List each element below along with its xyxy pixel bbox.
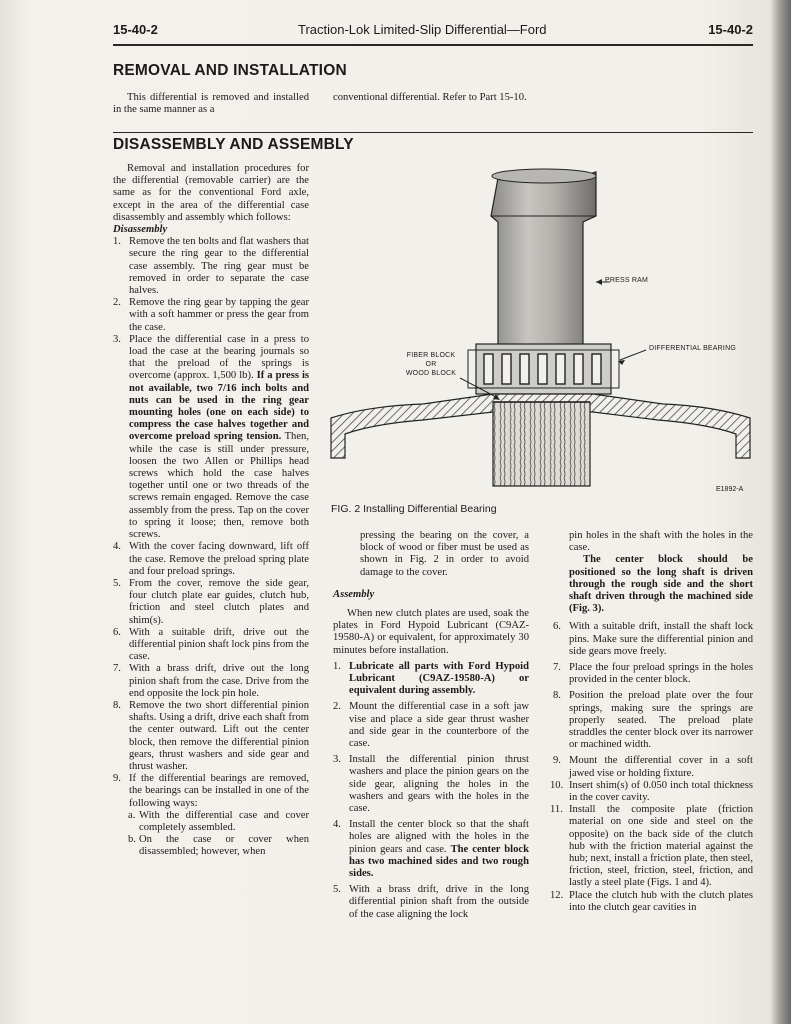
differential-bearing — [468, 344, 619, 394]
step-9-b: b. On the case or cover when disassembled; however, when — [128, 834, 309, 858]
center-block-note: The center block should be positioned so the long shaft is driven through the rough side and the short shaft driven through the machined side (Fig. 3). — [569, 554, 753, 615]
step-7: 7. With a brass drift, drive out the long pinion shaft from the case. Drive from the end opposite the lock pin hole. — [113, 663, 309, 699]
step-9: 9. If the differential bearings are removed, the bearings can be installed in one of the following ways: — [113, 773, 309, 809]
assembly-step-1: 1. Lubricate all parts with Ford Hypoid Lubricant (C9AZ-19580-A) or equivalent during assembly. — [333, 660, 529, 697]
running-header — [113, 20, 753, 44]
assembly-step-2: 2. Mount the differential case in a soft jaw vise and place a side gear thrust washer and side gear in the counterbore of the case. — [333, 701, 529, 750]
step-5: 5. From the cover, remove the side gear, four clutch plate ear guides, clutch hub, friction and steel clutch plates and shim(s). — [113, 577, 309, 626]
differential-bearing-illustration — [328, 166, 754, 496]
assembly-step-11: 11. Install the composite plate (friction material on one side and steel on the opposite) on the back side of the clutch hub with the friction material against the hub; next, install a friction plate, then steel, friction, steel, friction, steel, friction, and lastly a steel plate (Figs. 1 and 4). — [550, 804, 753, 889]
removal-text-right: conventional differential. Refer to Part 15-10. — [333, 92, 527, 103]
section-rule — [113, 132, 753, 133]
step-6: 6. With a suitable drift, drive out the differential pinion shaft lock pins from the case. — [113, 626, 309, 663]
step-4: 4. With the cover facing downward, lift off the case. Remove the preload spring plate and four preload springs. — [113, 541, 309, 577]
assembly-step-3: 3. Install the differential pinion thrust washers and place the pinion gears on the side gear, aligning the holes in the washers and gears with the holes in the case. — [333, 754, 529, 815]
press-ram-label: PRESS RAM — [605, 277, 649, 284]
right-continued: pin holes in the shaft with the holes in the case. — [569, 530, 753, 554]
disassembly-heading: DISASSEMBLY AND ASSEMBLY — [113, 136, 354, 153]
intro-paragraph: Removal and installation procedures for the differential (removable carrier) are the same as for the conventional Ford axle, except in the area of the differential case disassembly and assembly which follows: — [113, 163, 309, 223]
press-ram — [491, 172, 596, 346]
removal-heading: REMOVAL AND INSTALLATION — [113, 62, 347, 79]
assembly-step-6: 6. With a suitable drift, install the shaft lock pins. Make sure the differential pinion and side gears move freely. — [553, 621, 753, 657]
step-9-a: a. With the differential case and cover completely assembled. — [128, 809, 309, 833]
continued-text: pressing the bearing on the cover, a block of wood or fiber must be used as shown in Fig. 2 in order to avoid damage to the cover. — [360, 530, 529, 578]
step-8: 8. Remove the two short differential pinion shafts. Using a drift, drive each shaft from the center outward. Lift out the center block, then remove the differential pinion gears, thrust washers and side gear and thrust washer. — [113, 699, 309, 772]
assembly-subheading: Assembly — [333, 588, 375, 600]
assembly-step-5: 5. With a brass drift, drive in the long differential pinion shaft from the outside of the case aligning the lock — [333, 884, 529, 920]
figure-id: E1892-A — [716, 486, 744, 493]
right-column — [550, 530, 753, 914]
header-title: Traction-Lok Limited-Slip Differential—Ford — [298, 22, 547, 37]
assembly-step-4: 4. Install the center block so that the shaft holes are aligned with the holes in the pinion gears and case. The center block has two machined sides and two rough sides. — [333, 819, 530, 880]
wood-block — [493, 402, 590, 486]
disassembly-subheading: Disassembly — [113, 224, 168, 236]
step-3: 3. Place the differential case in a press to load the case at the bearing journals so that the preload of the springs is overcome (approx. 1,500 lb). If a press is not available, two 7/16 inch bolts and nuts can be used in the ring gear mounting holes (one on each side) to compress the case halves together and overcome preload spring tension. Then, while the case is still under pressure, loosen the two Allen or Phillips head screws which hold the case halves together until one or two threads of the screws remain engaged. Remove the case assembly from the press. Tap on the cover to spring it loose; then, remove both screws. — [113, 333, 310, 541]
page-number-right: 15-40-2 — [708, 22, 753, 37]
differential-bearing-label: DIFFERENTIAL BEARING — [649, 345, 736, 352]
assembly-step-12: 12. Place the clutch hub with the clutch plates into the clutch gear cavities in — [550, 889, 753, 913]
fiber-block-label: FIBER BLOCK OR WOOD BLOCK — [405, 352, 457, 377]
left-column — [113, 163, 309, 859]
assembly-step-9: 9. Mount the differential cover in a soft jawed vise or holding fixture. — [553, 755, 753, 779]
assembly-step-10: 10. Insert shim(s) of 0.050 inch total thickness in the cover cavity. — [550, 779, 753, 804]
step-2: 2. Remove the ring gear by tapping the gear with a soft hammer or press the gear from the case. — [113, 297, 309, 333]
step-1: 1. Remove the ten bolts and flat washers that secure the ring gear to the differential case assembly. The ring gear must be removed in order to separate the case halves. — [113, 236, 309, 297]
header-rule — [113, 44, 753, 46]
assembly-step-8: 8. Position the preload plate over the four springs, making sure the springs are properly seated. The preload plate straddles the center block over its narrower or machined width. — [553, 690, 753, 751]
assembly-step-7: 7. Place the four preload springs in the holes provided in the center block. — [553, 662, 753, 686]
page-number-left: 15-40-2 — [113, 22, 158, 37]
middle-column — [333, 530, 529, 921]
figure-caption: FIG. 2 Installing Differential Bearing — [331, 503, 497, 515]
removal-text-left: This differential is removed and installed in the same manner as a — [113, 92, 309, 116]
assembly-intro: When new clutch plates are used, soak the plates in Ford Hypoid Lubricant (C9AZ-19580-A) or equivalent, for approximately 30 minutes before installation. — [333, 608, 529, 656]
